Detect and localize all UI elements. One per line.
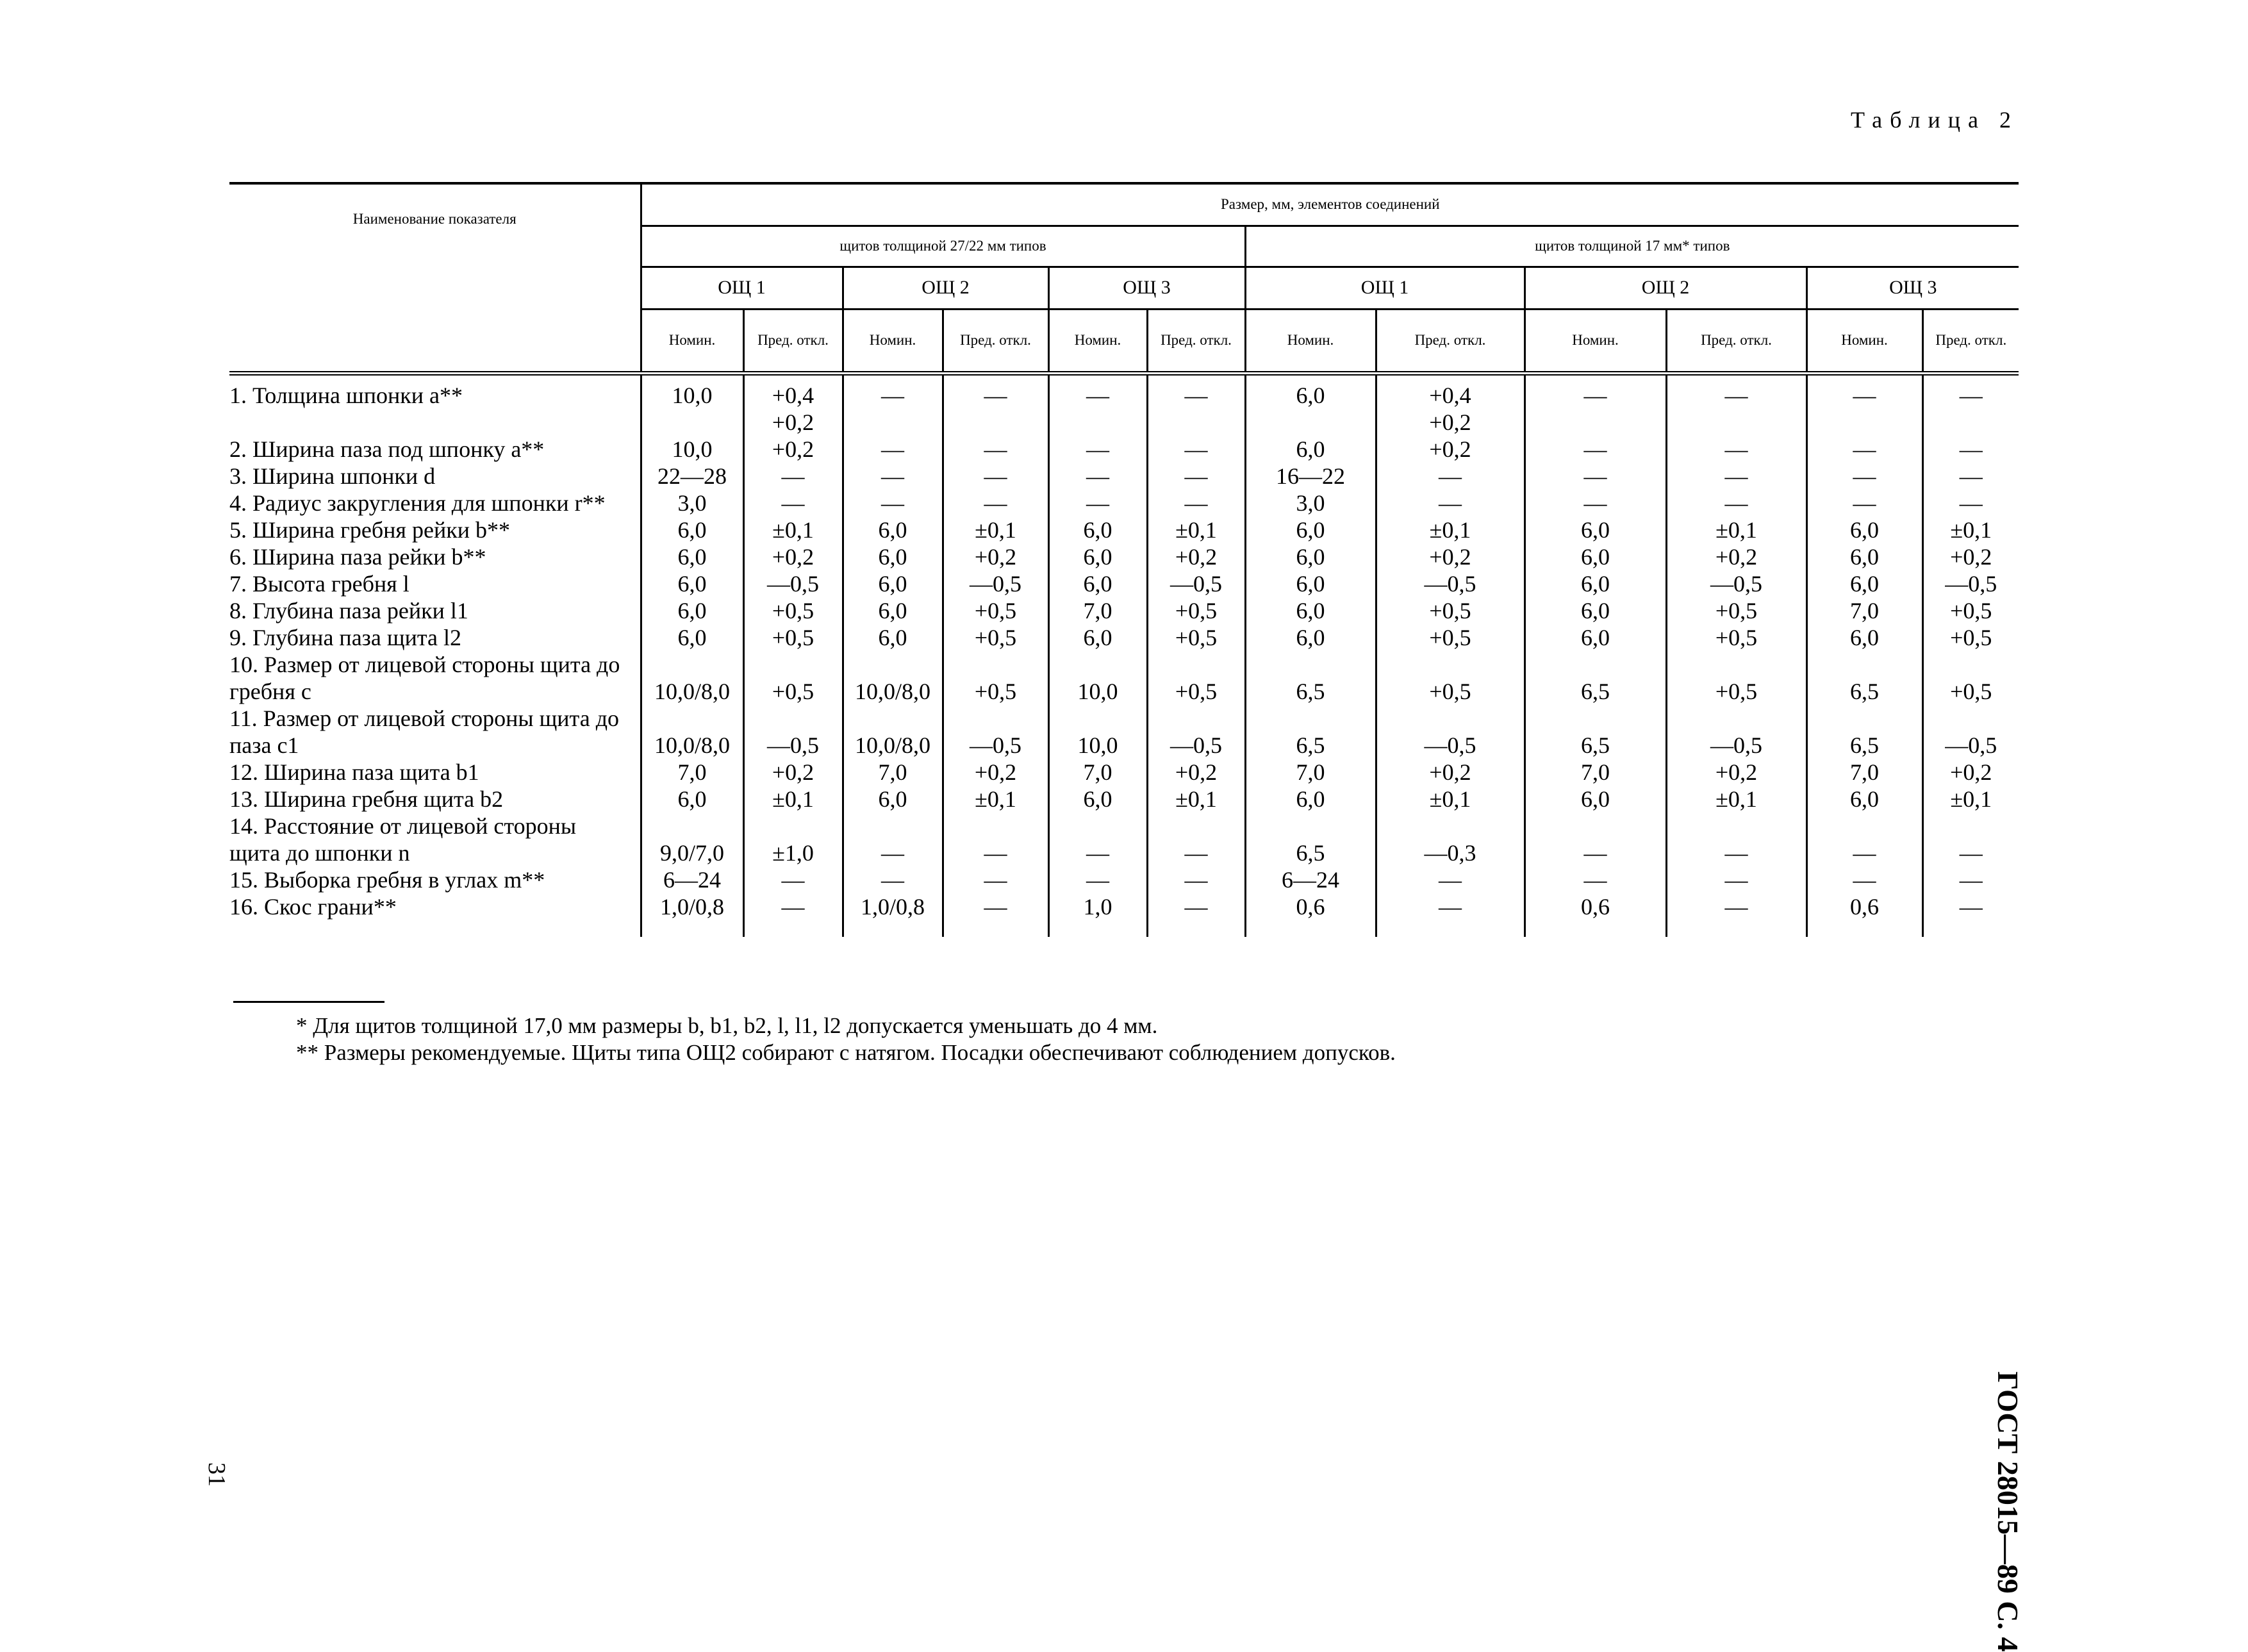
deviation-cell: +0,5	[1922, 597, 2019, 624]
deviation-cell: +0,2	[1666, 759, 1806, 786]
row-name: 1. Толщина шпонки a**	[229, 382, 463, 408]
nominal-cell: —	[1048, 866, 1147, 893]
nominal-cell: 6,0	[1245, 516, 1376, 543]
deviation-cell: ±0,1	[943, 516, 1048, 543]
table-row	[229, 813, 2019, 866]
nominal-cell: 6,0	[1048, 786, 1147, 813]
nominal-cell: 6,0	[843, 516, 943, 543]
deviation-cell: —0,5	[743, 570, 843, 597]
deviation-cell: +0,2	[1376, 759, 1525, 786]
nominal-cell: 6,0	[1806, 570, 1922, 597]
deviation-header: Пред. откл.	[1376, 309, 1525, 373]
nominal-cell: —	[843, 490, 943, 516]
deviation-cell: —0,3	[1376, 813, 1525, 866]
nominal-header: Номин.	[1525, 309, 1666, 373]
nominal-cell: —	[843, 463, 943, 490]
deviation-cell: —	[943, 813, 1048, 866]
nominal-cell: 6,0	[843, 597, 943, 624]
nominal-cell: 10,0	[1048, 651, 1147, 705]
row-name: 16. Скос грани**	[229, 893, 397, 920]
type-header: ОЩ 2	[843, 267, 1048, 309]
nominal-cell: 6,0	[1245, 624, 1376, 651]
deviation-cell: +0,5	[743, 597, 843, 624]
deviation-header: Пред. откл.	[743, 309, 843, 373]
nominal-cell: 6,0	[641, 543, 743, 570]
deviation-cell: —	[1666, 463, 1806, 490]
group-17-header: щитов толщиной 17 мм* типов	[1245, 226, 2019, 267]
nominal-cell: 6,5	[1806, 651, 1922, 705]
nominal-cell: 6,0	[1525, 786, 1666, 813]
table-row	[229, 866, 2019, 893]
table-row	[229, 597, 2019, 624]
nominal-cell: 6,0	[1525, 597, 1666, 624]
nominal-cell: 6,0	[1245, 373, 1376, 436]
nominal-cell: 6,0	[1525, 543, 1666, 570]
deviation-cell: +0,5	[743, 624, 843, 651]
nominal-cell: —	[1525, 866, 1666, 893]
nominal-cell: 22—28	[641, 463, 743, 490]
deviation-cell: +0,5	[1147, 597, 1245, 624]
type-header: ОЩ 2	[1525, 267, 1806, 309]
group-27-22-header: щитов толщиной 27/22 мм типов	[641, 226, 1245, 267]
nominal-cell: —	[1525, 490, 1666, 516]
nominal-header: Номин.	[1048, 309, 1147, 373]
nominal-cell: 16—22	[1245, 463, 1376, 490]
nominal-cell: —	[843, 436, 943, 463]
deviation-cell: +0,2	[1666, 543, 1806, 570]
deviation-cell: —	[1666, 490, 1806, 516]
table-row	[229, 705, 2019, 759]
nominal-header: Номин.	[1245, 309, 1376, 373]
nominal-cell: —	[1048, 813, 1147, 866]
row-name: 10. Размер от лицевой стороны щита до гребня c	[229, 651, 620, 704]
nominal-cell: 10,0	[1048, 705, 1147, 759]
nominal-cell: 10,0/8,0	[641, 705, 743, 759]
deviation-header: Пред. откл.	[1666, 309, 1806, 373]
deviation-cell: +0,5	[943, 624, 1048, 651]
table-row	[229, 463, 2019, 490]
deviation-cell: —	[1922, 463, 2019, 490]
deviation-cell: ±0,1	[1376, 516, 1525, 543]
nominal-cell: —	[1048, 436, 1147, 463]
deviation-cell: ±0,1	[943, 786, 1048, 813]
deviation-cell: ±0,1	[1922, 516, 2019, 543]
nominal-cell: 6,0	[1048, 543, 1147, 570]
table-row	[229, 570, 2019, 597]
nominal-cell: 6,0	[1048, 516, 1147, 543]
deviation-cell: +0,5	[1666, 651, 1806, 705]
deviation-cell: +0,2	[743, 759, 843, 786]
footnote-1: * Для щитов толщиной 17,0 мм размеры b, b1, b2, l, l1, l2 допускается уменьшать до 4 мм.	[296, 1013, 1158, 1038]
nominal-cell: 6,5	[1525, 651, 1666, 705]
deviation-cell: —	[943, 463, 1048, 490]
nominal-cell: —	[1525, 463, 1666, 490]
nominal-cell: 9,0/7,0	[641, 813, 743, 866]
nominal-cell: 6,5	[1245, 651, 1376, 705]
deviation-cell: ±1,0	[743, 813, 843, 866]
row-name: 14. Расстояние от лицевой стороны щита до шпонки n	[229, 813, 577, 866]
deviation-cell: —	[1147, 893, 1245, 937]
document-side-title: ГОСТ 28015—89 С. 4	[1992, 1371, 2024, 1652]
deviation-cell: —	[943, 436, 1048, 463]
deviation-cell: —	[943, 373, 1048, 436]
type-header: ОЩ 1	[641, 267, 843, 309]
deviation-cell: ±0,1	[1922, 786, 2019, 813]
deviation-cell: +0,2	[1376, 436, 1525, 463]
deviation-cell: —	[743, 893, 843, 937]
nominal-cell: 6,0	[1806, 543, 1922, 570]
deviation-cell: +0,5	[1376, 597, 1525, 624]
deviation-cell: —0,5	[1147, 705, 1245, 759]
deviation-cell: +0,2	[1147, 759, 1245, 786]
deviation-cell: —0,5	[1922, 705, 2019, 759]
deviation-cell: +0,5	[1376, 651, 1525, 705]
page-number: 31	[203, 1462, 230, 1487]
table-row	[229, 759, 2019, 786]
table-row	[229, 624, 2019, 651]
table-row	[229, 786, 2019, 813]
deviation-cell: —	[1922, 893, 2019, 937]
deviation-cell: ±0,1	[1147, 786, 1245, 813]
deviation-cell: —0,5	[1666, 570, 1806, 597]
nominal-cell: 6,0	[1525, 624, 1666, 651]
type-header: ОЩ 3	[1806, 267, 2019, 309]
nominal-cell: 6,0	[843, 624, 943, 651]
deviation-cell: —	[1147, 490, 1245, 516]
deviation-cell: ±0,1	[1666, 786, 1806, 813]
deviation-cell: —0,5	[743, 705, 843, 759]
nominal-cell: 6,0	[843, 543, 943, 570]
nominal-cell: 6,0	[1245, 543, 1376, 570]
table-row	[229, 373, 2019, 436]
nominal-cell: —	[1806, 436, 1922, 463]
row-name: 8. Глубина паза рейки l1	[229, 597, 468, 624]
nominal-cell: —	[843, 373, 943, 436]
deviation-cell: —	[943, 893, 1048, 937]
nominal-cell: 10,0/8,0	[843, 705, 943, 759]
table-row	[229, 651, 2019, 705]
nominal-cell: 7,0	[1806, 597, 1922, 624]
row-name: 6. Ширина паза рейки b**	[229, 543, 486, 570]
deviation-cell: +0,2	[743, 436, 843, 463]
deviation-cell: +0,2	[743, 543, 843, 570]
deviation-cell: —	[743, 490, 843, 516]
nominal-cell: —	[1048, 463, 1147, 490]
row-name: 13. Ширина гребня щита b2	[229, 786, 504, 812]
deviation-cell: +0,5	[943, 651, 1048, 705]
deviation-header: Пред. откл.	[943, 309, 1048, 373]
deviation-cell: —0,5	[943, 570, 1048, 597]
nominal-cell: 7,0	[1245, 759, 1376, 786]
row-name: 2. Ширина паза под шпонку a**	[229, 436, 545, 462]
dimensions-table	[229, 182, 2019, 937]
nominal-cell: —	[1806, 463, 1922, 490]
deviation-cell: —	[1147, 463, 1245, 490]
deviation-header: Пред. откл.	[1147, 309, 1245, 373]
deviation-cell: ±0,1	[1147, 516, 1245, 543]
deviation-cell: ±0,1	[1376, 786, 1525, 813]
deviation-cell: —	[1147, 813, 1245, 866]
nominal-cell: 10,0/8,0	[641, 651, 743, 705]
deviation-cell: —	[1922, 813, 2019, 866]
deviation-cell: —0,5	[1666, 705, 1806, 759]
row-name: 7. Высота гребня l	[229, 570, 409, 597]
nominal-cell: 6,0	[1806, 786, 1922, 813]
deviation-cell: —	[1147, 866, 1245, 893]
deviation-cell: —	[743, 866, 843, 893]
nominal-cell: —	[1806, 373, 1922, 436]
deviation-cell: +0,5	[1666, 624, 1806, 651]
footnotes	[296, 1012, 1396, 1066]
nominal-cell: —	[1048, 490, 1147, 516]
footnote-2: ** Размеры рекомендуемые. Щиты типа ОЩ2 собирают с натягом. Посадки обеспечивают соблюдением допусков.	[296, 1040, 1396, 1065]
deviation-cell: —	[1922, 436, 2019, 463]
nominal-cell: 6,0	[641, 597, 743, 624]
nominal-cell: 6,0	[641, 570, 743, 597]
nominal-cell: 3,0	[1245, 490, 1376, 516]
nominal-cell: 6—24	[641, 866, 743, 893]
nominal-cell: 7,0	[1048, 597, 1147, 624]
nominal-cell: 1,0/0,8	[641, 893, 743, 937]
deviation-cell: +0,4 +0,2	[743, 373, 843, 436]
nominal-cell: 7,0	[1806, 759, 1922, 786]
nominal-cell: 0,6	[1245, 893, 1376, 937]
deviation-cell: +0,5	[1376, 624, 1525, 651]
nominal-cell: 6,5	[1245, 705, 1376, 759]
deviation-cell: —	[943, 866, 1048, 893]
deviation-cell: —0,5	[1922, 570, 2019, 597]
type-header: ОЩ 3	[1048, 267, 1245, 309]
deviation-cell: +0,2	[1922, 759, 2019, 786]
table-body	[229, 373, 2019, 937]
size-group-header: Размер, мм, элементов соединений	[641, 183, 2019, 226]
table-row	[229, 436, 2019, 463]
deviation-cell: —	[1376, 893, 1525, 937]
deviation-cell: +0,5	[1147, 624, 1245, 651]
table-row	[229, 543, 2019, 570]
nominal-cell: —	[1806, 813, 1922, 866]
deviation-cell: +0,2	[943, 759, 1048, 786]
row-name: 11. Размер от лицевой стороны щита до паза c1	[229, 705, 620, 758]
nominal-cell: 6,0	[1245, 570, 1376, 597]
nominal-cell: 6,0	[843, 570, 943, 597]
deviation-cell: ±0,1	[743, 786, 843, 813]
deviation-cell: —	[1922, 373, 2019, 436]
table-caption: Таблица 2	[1851, 107, 2019, 133]
nominal-cell: 6,0	[1048, 624, 1147, 651]
table-row	[229, 893, 2019, 937]
deviation-cell: +0,5	[1922, 651, 2019, 705]
deviation-cell: —0,5	[1376, 705, 1525, 759]
type-header: ОЩ 1	[1245, 267, 1525, 309]
nominal-cell: 7,0	[641, 759, 743, 786]
nominal-cell: 7,0	[1525, 759, 1666, 786]
nominal-cell: 6,5	[1525, 705, 1666, 759]
deviation-cell: —	[1666, 813, 1806, 866]
nominal-cell: 6,0	[1806, 624, 1922, 651]
deviation-cell: +0,2	[1922, 543, 2019, 570]
deviation-cell: +0,5	[943, 597, 1048, 624]
deviation-cell: —0,5	[1147, 570, 1245, 597]
nominal-cell: 1,0/0,8	[843, 893, 943, 937]
deviation-cell: —	[1666, 866, 1806, 893]
nominal-cell: 0,6	[1525, 893, 1666, 937]
footnote-divider	[233, 1001, 384, 1003]
nominal-cell: 6,0	[1525, 570, 1666, 597]
row-name: 3. Ширина шпонки d	[229, 463, 436, 489]
deviation-cell: —	[743, 463, 843, 490]
row-name: 9. Глубина паза щита l2	[229, 624, 462, 650]
deviation-cell: +0,5	[1922, 624, 2019, 651]
nominal-cell: —	[1525, 813, 1666, 866]
row-name: 4. Радиус закругления для шпонки r**	[229, 490, 606, 516]
deviation-cell: —0,5	[1376, 570, 1525, 597]
deviation-cell: +0,5	[1147, 651, 1245, 705]
deviation-cell: —	[1147, 436, 1245, 463]
deviation-cell: —	[1147, 373, 1245, 436]
nominal-header: Номин.	[843, 309, 943, 373]
row-name: 12. Ширина паза щита b1	[229, 759, 479, 785]
nominal-cell: 6,5	[1806, 705, 1922, 759]
name-column-header: Наименование показателя	[229, 183, 641, 373]
nominal-cell: —	[843, 813, 943, 866]
deviation-cell: +0,5	[743, 651, 843, 705]
nominal-cell: 6,0	[843, 786, 943, 813]
deviation-cell: —0,5	[943, 705, 1048, 759]
deviation-cell: —	[1666, 373, 1806, 436]
nominal-cell: —	[1525, 436, 1666, 463]
deviation-cell: —	[1922, 866, 2019, 893]
deviation-cell: —	[1666, 436, 1806, 463]
nominal-cell: 6,0	[1245, 597, 1376, 624]
nominal-cell: 6,0	[1245, 786, 1376, 813]
nominal-cell: 0,6	[1806, 893, 1922, 937]
deviation-cell: +0,4 +0,2	[1376, 373, 1525, 436]
nominal-cell: 6,0	[1806, 516, 1922, 543]
deviation-cell: —	[1922, 490, 2019, 516]
deviation-cell: ±0,1	[1666, 516, 1806, 543]
nominal-cell: 6,0	[641, 516, 743, 543]
table-row	[229, 516, 2019, 543]
deviation-cell: —	[943, 490, 1048, 516]
nominal-header: Номин.	[1806, 309, 1922, 373]
nominal-cell: 6,5	[1245, 813, 1376, 866]
nominal-cell: 6—24	[1245, 866, 1376, 893]
deviation-cell: —	[1376, 866, 1525, 893]
deviation-cell: +0,2	[943, 543, 1048, 570]
nominal-cell: —	[1806, 866, 1922, 893]
nominal-cell: —	[843, 866, 943, 893]
nominal-cell: 10,0/8,0	[843, 651, 943, 705]
nominal-cell: —	[1525, 373, 1666, 436]
table-row	[229, 490, 2019, 516]
nominal-cell: 6,0	[1525, 516, 1666, 543]
nominal-cell: 10,0	[641, 373, 743, 436]
deviation-cell: —	[1666, 893, 1806, 937]
nominal-cell: 3,0	[641, 490, 743, 516]
nominal-cell: 6,0	[641, 786, 743, 813]
row-name: 15. Выборка гребня в углах m**	[229, 866, 545, 893]
deviation-cell: —	[1376, 463, 1525, 490]
nominal-cell: 10,0	[641, 436, 743, 463]
nominal-cell: 6,0	[1048, 570, 1147, 597]
nominal-cell: 7,0	[1048, 759, 1147, 786]
nominal-cell: 6,0	[641, 624, 743, 651]
deviation-cell: —	[1376, 490, 1525, 516]
nominal-cell: 1,0	[1048, 893, 1147, 937]
deviation-cell: ±0,1	[743, 516, 843, 543]
deviation-cell: +0,5	[1666, 597, 1806, 624]
deviation-cell: +0,2	[1376, 543, 1525, 570]
row-name: 5. Ширина гребня рейки b**	[229, 516, 510, 543]
deviation-header: Пред. откл.	[1922, 309, 2019, 373]
nominal-cell: 7,0	[843, 759, 943, 786]
nominal-cell: 6,0	[1245, 436, 1376, 463]
nominal-header: Номин.	[641, 309, 743, 373]
nominal-cell: —	[1806, 490, 1922, 516]
nominal-cell: —	[1048, 373, 1147, 436]
deviation-cell: +0,2	[1147, 543, 1245, 570]
